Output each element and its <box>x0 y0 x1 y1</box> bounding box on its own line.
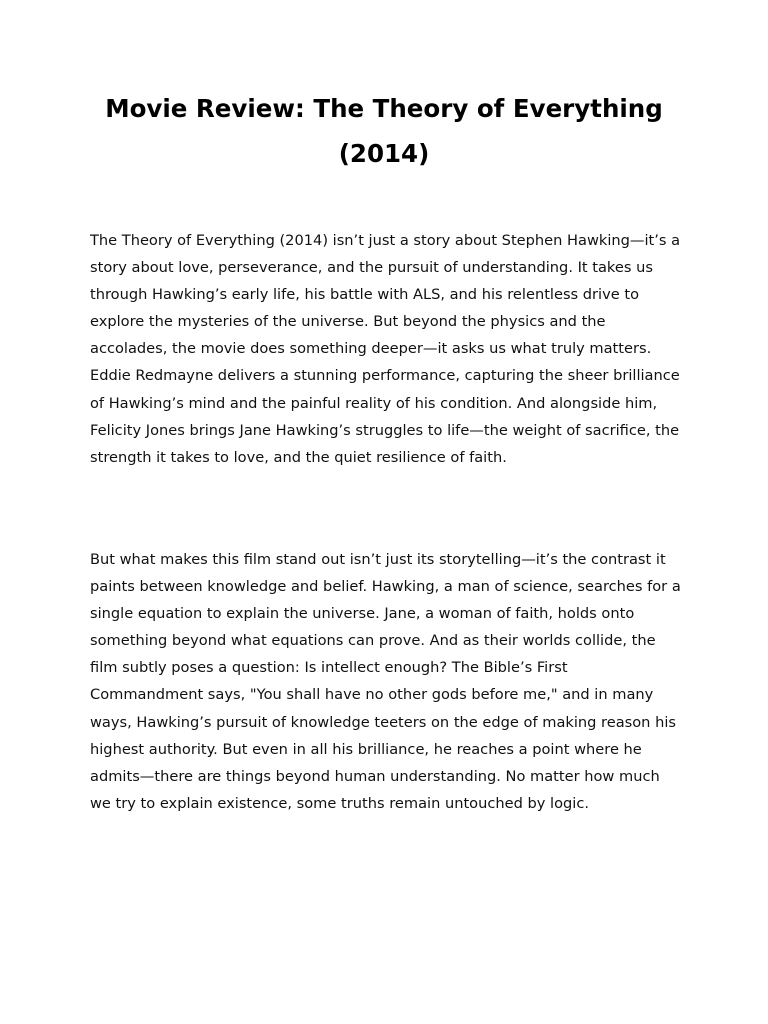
page-title: Movie Review: The Theory of Everything (2014) <box>105 94 663 168</box>
paragraph-intro: The Theory of Everything (2014) isn’t just a story about Stephen Hawking—it’s a story about love, perseverance, and the pursuit of understanding. It takes us through Hawking’s early life, his battle with ALS, and his relentless drive to explore the mysteries of the universe. But beyond the physics and the accolades, the movie does something deeper—it asks us what truly matters. Eddie Redmayne delivers a stunning performance, capturing the sheer brilliance of Hawking’s mind and the painful reality of his condition. And alongside him, Felicity Jones brings Jane Hawking’s struggles to life—the weight of sacrifice, the strength it takes to love, and the quiet resilience of faith. <box>90 232 681 466</box>
paragraph-knowledge-belief: But what makes this film stand out isn’t just its storytelling—it’s the contrast it paints between knowledge and belief. Hawking, a man of science, searches for a single equation to explain the universe. Jane, a woman of faith, holds onto something beyond what equations can prove. And as their worlds collide, the film subtly poses a question: Is intellect enough? The Bible’s First Commandment says, "You shall have no other gods before me," and in many ways, Hawking’s pursuit of knowledge teeters on the edge of making reason his highest authority. But even in all his brilliance, he reaches a point where he admits—there are things beyond human understanding. No matter how much we try to explain existence, some truths remain untouched by logic. <box>90 551 681 812</box>
